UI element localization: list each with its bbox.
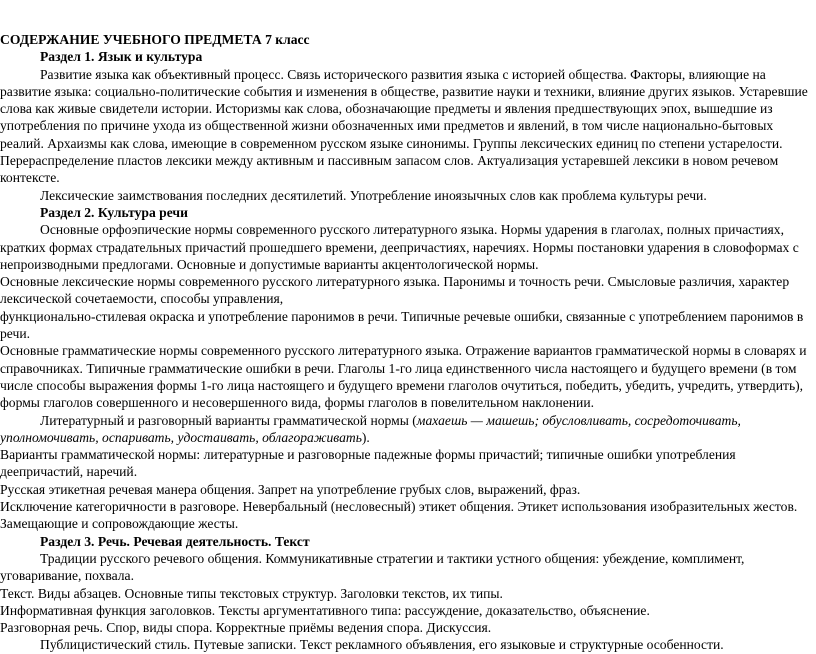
norm-variants-closing: ).	[361, 429, 370, 445]
section-2-paragraph-7: Русская этикетная речевая манера общения. Запрет на употребление грубых слов, выражений, фраз.	[0, 481, 581, 497]
section-2-heading: Раздел 2. Культура речи	[40, 204, 188, 220]
section-3-paragraph-1: Традиции русского речевого общения. Коммуникативные стратегии и тактики устного общения: убеждение, комплимент, уговаривание, похвала.	[0, 550, 745, 584]
section-3-paragraph-4: Разговорная речь. Спор, виды спора. Корректные приёмы ведения спора. Дискуссия.	[0, 620, 492, 636]
section-2-paragraph-3: функционально-стилевая окраска и употребление паронимов в речи. Типичные речевые ошибки, связанные с употреблением паронимов в речи.	[0, 308, 804, 342]
section-3-paragraph-3: Информативная функция заголовков. Тексты аргументативного типа: рассуждение, доказательство, объяснение.	[0, 602, 650, 618]
section-3-paragraph-5: Публицистический стиль. Путевые записки. Текст рекламного объявления, его языковые и структурные особенности.	[40, 637, 724, 653]
section-1-paragraph-2: Лексические заимствования последних десятилетий. Употребление иноязычных слов как проблема культуры речи.	[40, 187, 707, 203]
norm-variants-examples: махаешь — машешь; обусловливать, сосредоточивать, уполномочивать, оспаривать, удостаивать, облагораживать	[0, 412, 741, 445]
section-2-paragraph-1: Основные орфоэпические нормы современного русского литературного языка. Нормы ударения в глаголах, полных причастиях, кратких формах страдательных причастий прошедшего времени, деепричастиях, наречиях. Нормы постановки ударения в словоформах с непроизводными предлогами. Основные и допустимые варианты акцентологической нормы.	[0, 222, 799, 272]
document-title: СОДЕРЖАНИЕ УЧЕБНОГО ПРЕДМЕТА 7 класс	[0, 32, 310, 47]
document-body	[0, 31, 812, 654]
section-3-paragraph-2: Текст. Виды абзацев. Основные типы текстовых структур. Заголовки текстов, их типы.	[0, 585, 503, 601]
norm-variants-text: Литературный и разговорный варианты грамматической нормы (	[40, 412, 417, 428]
section-2-paragraph-4: Основные грамматические нормы современного русского литературного языка. Отражение вариантов грамматической нормы в словарях и справочниках. Типичные грамматические ошибки в речи. Глаголы 1-го лица единственного числа настоящего и будущего времени (в том числе способы выражения формы 1-го лица настоящего и будущего времени глаголов очутиться, победить, убедить, учредить, утвердить), формы глаголов совершенного и несовершенного вида, формы глаголов в повелительном наклонении.	[0, 343, 807, 411]
section-2-paragraph-2: Основные лексические нормы современного русского литературного языка. Паронимы и точность речи. Смысловые различия, характер лексической сочетаемости, способы управления,	[0, 274, 790, 307]
section-1-paragraph-1: Развитие языка как объективный процесс. Связь исторического развития языка с историей общества. Факторы, влияющие на развитие языка: социально-политические события и изменения в обществе, развитие науки и техники, влияние других языков. Устаревшие слова как живые свидетели истории. Историзмы как слова, обозначающие предметы и явления предшествующих эпох, вышедшие из употребления по причине ухода из общественной жизни обозначенных ими предметов и явлений, в том числе национально-бытовых реалий. Архаизмы как слова, имеющие в современном русском языке синонимы. Группы лексических единиц по степени устарелости. Перераспределение пластов лексики между активным и пассивным запасом слов. Актуализация устаревшей лексики в новом речевом контексте.	[0, 66, 808, 186]
section-2-paragraph-5	[0, 412, 812, 447]
section-1-heading: Раздел 1. Язык и культура	[40, 49, 203, 65]
section-2-paragraph-8: Исключение категоричности в разговоре. Невербальный (несловесный) этикет общения. Этикет использования изобразительных жестов. Замещающие и сопровождающие жесты.	[0, 499, 798, 532]
section-2-paragraph-6: Варианты грамматической нормы: литературные и разговорные падежные формы причастий; типичные ошибки употребления деепричастий, наречий.	[0, 447, 736, 480]
section-3-heading: Раздел 3. Речь. Речевая деятельность. Текст	[40, 533, 310, 549]
